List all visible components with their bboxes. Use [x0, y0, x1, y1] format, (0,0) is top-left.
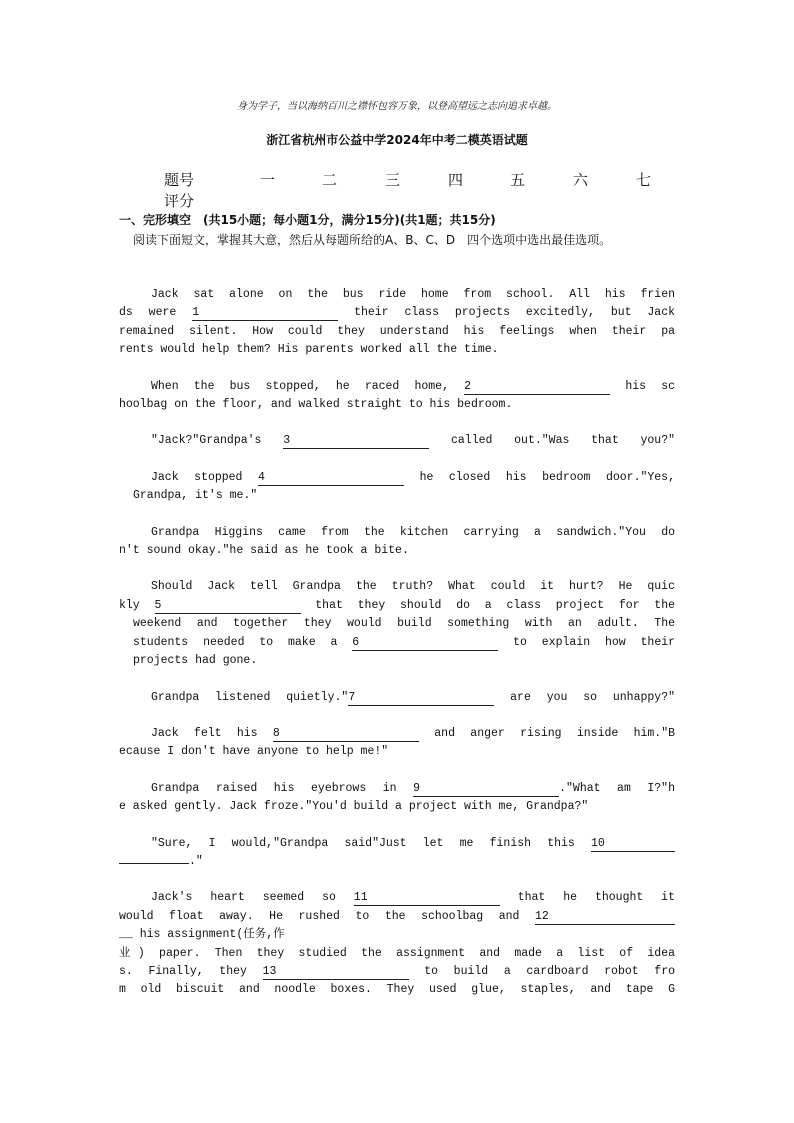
paragraph-8	[119, 725, 675, 762]
cloze-passage	[119, 286, 675, 1018]
blank-5[interactable]: 5	[155, 599, 301, 614]
text-line: 业) paper. Then they studied the assignment and made a list of idea	[119, 946, 675, 960]
blank-9[interactable]: 9	[413, 782, 559, 797]
blank-13[interactable]: 13	[263, 965, 409, 980]
text-line: remained silent. How could they understand his feelings when their pa	[119, 324, 675, 338]
text-line: Jack sat alone on the bus ride home from school. All his frien	[151, 288, 675, 301]
blank-7[interactable]: 7	[348, 691, 494, 706]
text-line: projects had gone.	[133, 654, 258, 668]
blank-2[interactable]: 2	[464, 380, 610, 395]
text-line: students needed to make a 6 to explain how their	[133, 635, 676, 649]
text-line: weekend and together they would build something with an adult. The	[133, 617, 675, 631]
score-label-score: 评分	[164, 192, 195, 210]
paragraph-5	[119, 524, 675, 561]
text-line: Grandpa raised his eyebrows in 9 ."What am I?"h	[151, 781, 675, 795]
text-line: would float away. He rushed to the schoolbag and 12	[119, 908, 675, 926]
paragraph-6	[119, 578, 675, 670]
score-col-2: 二	[322, 171, 338, 189]
blank-4[interactable]: 4	[258, 471, 404, 486]
text-line: Jack felt his 8 and anger rising inside him."B	[151, 726, 676, 740]
score-col-5: 五	[510, 171, 526, 189]
text-line: "Sure, I would,"Grandpa said"Just let me finish this 10	[119, 835, 675, 853]
paragraph-10	[119, 835, 675, 872]
paragraph-7	[119, 689, 675, 707]
text-line: Grandpa, it's me."	[133, 489, 258, 503]
blank-1[interactable]: 1	[192, 306, 338, 321]
blank-11[interactable]: 11	[354, 891, 500, 906]
text-line: e asked gently. Jack froze."You'd build a project with me, Grandpa?"	[119, 800, 589, 814]
paragraph-3	[119, 432, 675, 450]
section-instruction: 阅读下面短文，掌握其大意，然后从每题所给的A、B、C、D 四个选项中选出最佳选项。	[133, 233, 612, 247]
text-line: __ his assignment(任务,作	[119, 928, 285, 942]
blank-10-continued	[119, 863, 189, 864]
score-label-number: 题号	[164, 171, 195, 189]
blank-8[interactable]: 8	[273, 727, 419, 742]
text-line: kly 5 that they should do a class project for the	[119, 598, 676, 612]
blank-3[interactable]: 3	[283, 434, 429, 449]
text-line: Jack's heart seemed so 11 that he thought it	[151, 891, 675, 905]
blank-12[interactable]: 12	[535, 910, 675, 925]
text-line: ds were 1 their class projects excitedly, but Jack	[119, 306, 676, 320]
text-line: ecause I don't have anyone to help me!"	[119, 745, 389, 759]
page-title: 浙江省杭州市公益中学2024年中考二模英语试题	[266, 133, 528, 147]
score-col-1: 一	[260, 171, 276, 189]
text-line: s. Finally, they 13 to build a cardboard robot fro	[119, 964, 676, 978]
text-line: Should Jack tell Grandpa the truth? What could it hurt? He quic	[151, 580, 675, 594]
page-motto: 身为学子，当以海纳百川之襟怀包容万象，以登高望远之志向追求卓越。	[237, 101, 557, 112]
text-line: Grandpa Higgins came from the kitchen carrying a sandwich."You do	[151, 525, 675, 539]
score-col-6: 六	[573, 171, 589, 189]
paragraph-1	[119, 286, 675, 360]
score-table-row	[0, 169, 794, 189]
text-line: Grandpa listened quietly."7 are you so unhappy?"	[151, 690, 675, 704]
text-line: "Jack?"Grandpa's 3 called out."Was that you?"	[151, 434, 676, 448]
paragraph-9	[119, 780, 675, 817]
text-line: n't sound okay."he said as he took a bite.	[119, 544, 409, 558]
text-line: When the bus stopped, he raced home, 2 his sc	[151, 379, 675, 393]
paragraph-11	[119, 889, 675, 999]
score-col-3: 三	[385, 171, 401, 189]
score-col-4: 四	[448, 171, 464, 189]
text-line: Jack stopped 4 he closed his bedroom door."Yes,	[151, 470, 675, 484]
paragraph-4	[119, 469, 675, 506]
text-line: hoolbag on the floor, and walked straight to his bedroom.	[119, 398, 513, 412]
blank-6[interactable]: 6	[352, 636, 498, 651]
paragraph-2	[119, 378, 675, 415]
score-col-7: 七	[636, 171, 652, 189]
text-line: ."	[119, 853, 675, 871]
text-line: rents would help them? His parents worked all the time.	[119, 343, 499, 357]
blank-10[interactable]: 10	[591, 837, 675, 852]
section-heading: 一、完形填空 (共15小题；每小题1分，满分15分)(共1题；共15分)	[119, 213, 496, 227]
text-line: m old biscuit and noodle boxes. They used glue, staples, and tape G	[119, 983, 675, 997]
